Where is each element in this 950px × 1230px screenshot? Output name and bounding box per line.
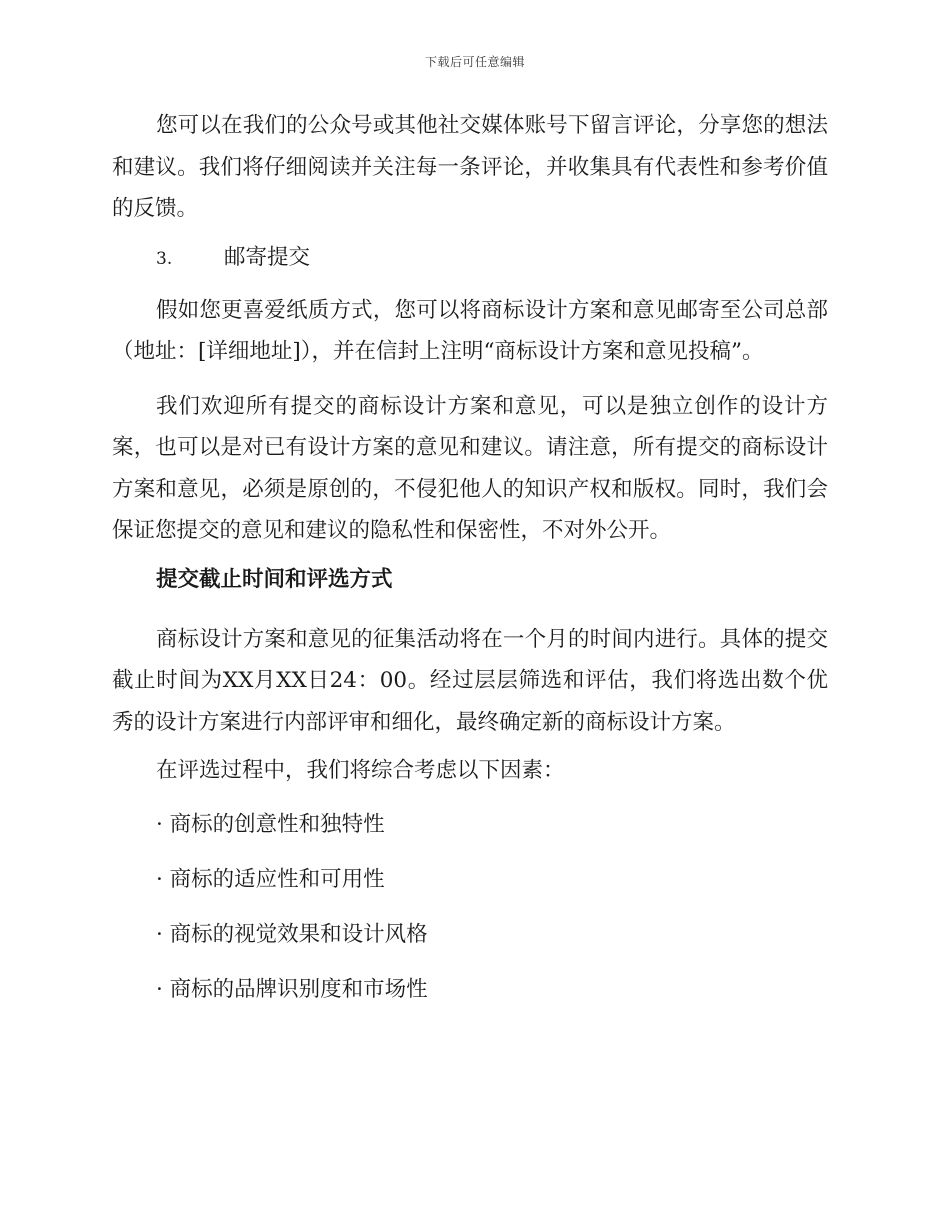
page-header: 下载后可任意编辑 [424, 55, 525, 69]
list-item: · 商标的品牌识别度和市场性 [156, 977, 428, 1002]
paragraph-comments: 您可以在我们的公众号或其他社交媒体账号下留言评论，分享您的想法和建议。我们将仔细阅读并关注每一条评论，并收集具有代表性和参考价值的反馈。 [112, 113, 828, 221]
list-item: · 商标的创意性和独特性 [156, 812, 385, 837]
list-item: · 商标的视觉效果和设计风格 [156, 922, 428, 947]
item-label: 邮寄提交 [224, 244, 311, 270]
paragraph-welcome: 我们欢迎所有提交的商标设计方案和意见，可以是独立创作的设计方案，也可以是对已有设计方案的意见和建议。请注意，所有提交的商标设计方案和意见，必须是原创的，不侵犯他人的知识产权和版权。同时，我们会保证您提交的意见和建议的隐私性和保密性，不对外公开。 [112, 393, 828, 543]
paragraph-deadline: 商标设计方案和意见的征集活动将在一个月的时间内进行。具体的提交截止时间为XX月XX日24：00。经过层层筛选和评估，我们将选出数个优秀的设计方案进行内部评审和细化，最终确定新的商标设计方案。 [112, 626, 828, 735]
paragraph-mail: 假如您更喜爱纸质方式，您可以将商标设计方案和意见邮寄至公司总部（地址：[详细地址]），并在信封上注明“商标设计方案和意见投稿”。 [112, 297, 828, 364]
section-heading: 提交截止时间和评选方式 [156, 566, 393, 592]
numbered-item-mail [156, 243, 828, 274]
paragraph-criteria-intro: 在评选过程中，我们将综合考虑以下因素： [156, 758, 565, 783]
document-body [112, 105, 828, 1030]
list-item: · 商标的适应性和可用性 [156, 867, 385, 892]
item-number: 3. [156, 248, 173, 269]
